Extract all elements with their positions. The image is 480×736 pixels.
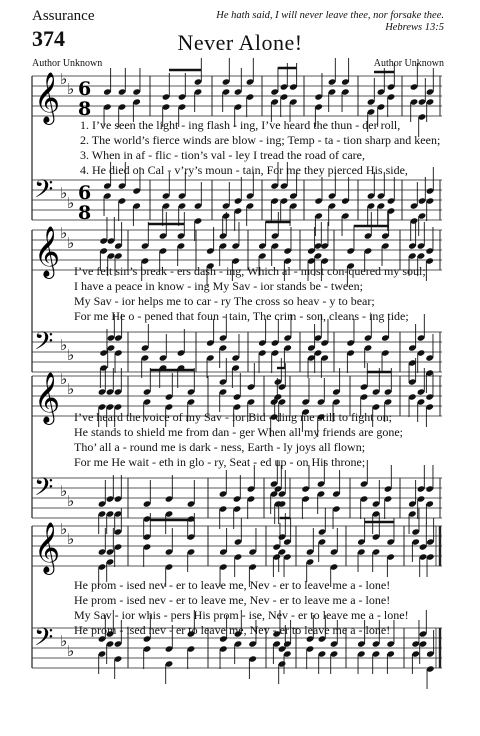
lyric-line: 3. When in af - flic - tion’s val - ley I tread the road of care, [80, 148, 365, 162]
lyric-line: 4. He died on Cal - v’ry’s moun - tain, For me they pierced His side, [80, 163, 408, 177]
treble-staff [32, 70, 442, 125]
lyric-line: Tho’ all a - round me is dark - ness, Earth - ly joys all flown; [74, 440, 366, 454]
flat-sign: ♭ [67, 642, 75, 660]
lyric-line: He prom - ised nev - er to leave me, Nev - er to leave me a - lone! [74, 593, 391, 607]
flat-sign: ♭ [60, 520, 68, 538]
flat-sign: ♭ [60, 336, 68, 354]
flat-sign: ♭ [60, 632, 68, 650]
time-signature-bottom: 8 [78, 202, 92, 224]
flat-sign: ♭ [60, 224, 68, 242]
treble-staff [32, 520, 442, 575]
treble-clef: 𝄞 [34, 226, 61, 277]
flat-sign: ♭ [60, 370, 68, 388]
scripture-citation: Hebrews 13:5 [385, 22, 444, 33]
lyric-line: 1. I’ve seen the light - ing flash - ing, I’ve heard the thun - der roll, [80, 118, 401, 132]
hymn-title: Never Alone! [177, 30, 303, 55]
lyric-line: My Sav - ior helps me to car - ry The cross so heav - y to bear; [74, 294, 375, 308]
flat-sign: ♭ [67, 346, 75, 364]
treble-clef: 𝄞 [34, 72, 61, 123]
flat-sign: ♭ [67, 380, 75, 398]
flat-sign: ♭ [67, 80, 75, 98]
music-credit: Author Unknown [373, 58, 444, 69]
flat-sign: ♭ [60, 184, 68, 202]
scripture-text: He hath said, I will never leave thee, nor forsake thee. [216, 10, 444, 21]
bass-clef: 𝄢 [34, 623, 54, 658]
hymn-number: 374 [32, 26, 65, 51]
words-credit: Author Unknown [32, 58, 103, 69]
lyric-line: My Sav - ior whis - pers His prom - ise, Nev - er to leave me a - lone! [74, 608, 409, 622]
time-signature-bottom: 8 [78, 98, 92, 120]
treble-clef: 𝄞 [34, 372, 61, 423]
bass-clef: 𝄢 [34, 175, 54, 210]
treble-clef: 𝄞 [34, 522, 61, 573]
bass-clef: 𝄢 [34, 327, 54, 362]
lyric-line: 2. The world’s fierce winds are blow - ing; Temp - ta - tion sharp and keen; [80, 133, 441, 147]
lyric-line: For me He o - pened that foun - tain, The crim - son, cleans - ing tide; [74, 309, 409, 323]
flat-sign: ♭ [67, 492, 75, 510]
lyric-line: He prom - ised nev - er to leave me, Nev - er to leave me a - lone! [74, 578, 391, 592]
section-heading: Assurance [32, 8, 95, 24]
time-signature-top: 6 [78, 78, 92, 100]
time-signature-top: 6 [78, 182, 92, 204]
lyric-line: I’ve heard the voice of my Sav - ior Bid - ding me still to fight on; [74, 410, 392, 424]
lyric-line: I have a peace in know - ing My Sav - ior stands be - tween; [74, 279, 363, 293]
flat-sign: ♭ [67, 194, 75, 212]
flat-sign: ♭ [60, 482, 68, 500]
lyric-line: For me He wait - eth in glo - ry, Seat - ed up - on His throne; [74, 455, 366, 469]
bass-staff [32, 327, 442, 372]
flat-sign: ♭ [67, 530, 75, 548]
lyric-line: He prom - ised nev - er to leave me, Nev - er to leave me a - lone! [74, 623, 391, 637]
flat-sign: ♭ [67, 234, 75, 252]
bass-clef: 𝄢 [34, 473, 54, 508]
lyric-line: He stands to shield me from dan - ger When all my friends are gone; [74, 425, 404, 439]
lyric-line: I’ve felt sin’s break - ers dash - ing, Which al - most con-quered my soul; [74, 264, 426, 278]
flat-sign: ♭ [60, 70, 68, 88]
